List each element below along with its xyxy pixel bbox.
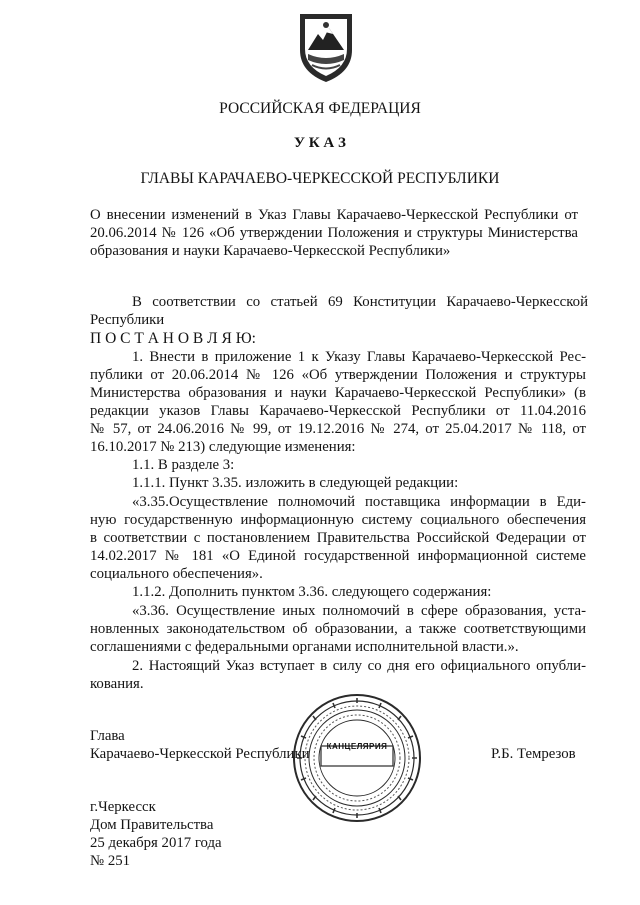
country-heading: РОССИЙСКАЯ ФЕДЕРАЦИЯ [219,100,421,117]
issue-date: 25 декабря 2017 года [90,835,222,851]
signatory-name: Р.Б. Темрезов [491,746,576,762]
seal-label: КАНЦЕЛЯРИЯ [326,742,388,751]
item-1-line: 16.10.2017 № 213) следующие изменения: [90,439,356,455]
quote-line: «3.36. Осуществление иных полномочий в сфере образования, уста- [132,603,586,619]
subject-line: образования и науки Карачаево-Черкесской Республики» [90,243,451,259]
official-seal-icon [291,692,423,824]
signatory-title: Карачаево-Черкесской Республики [90,746,310,762]
issuing-authority: ГЛАВЫ КАРАЧАЕВО-ЧЕРКЕССКОЙ РЕСПУБЛИКИ [140,170,500,187]
quote-line: «3.35.Осуществление полномочий поставщика информации в Еди- [132,494,586,510]
signatory-title: Глава [90,728,125,744]
quote-line: социального обеспечения». [90,566,263,582]
item-2-line: 2. Настоящий Указ вступает в силу со дня его официального опубли- [132,658,586,674]
item-1-line: № 57, от 24.06.2016 № 99, от 19.12.2016 № 274, от 25.04.2017 № 118, от [90,421,586,437]
quote-line: 14.02.2017 № 181 «О Единой государственной информационной системе [90,548,586,564]
quote-line: ную государственную информационную систему социального обеспечения [90,512,586,528]
issue-building: Дом Правительства [90,817,214,833]
decree-word: П О С Т А Н О В Л Я Ю: [90,330,256,347]
quote-line: соглашениями с федеральными органами исполнительной власти.». [90,639,519,655]
quote-line: новленных законодательством об образовании, а также соответствующими [90,621,586,637]
decree-number: № 251 [90,853,131,869]
quote-line: в соответствии с постановлением Правительства Российской Федерации от [90,530,586,546]
item-1-1: 1.1. В разделе 3: [132,457,235,473]
subject-line: 20.06.2014 № 126 «Об утверждении Положения и структуры Министерства [90,225,578,241]
document-type: У К А З [294,135,346,151]
preamble-line: Республики [90,312,165,328]
item-1-line: 1. Внести в приложение 1 к Указу Главы Карачаево-Черкесской Рес- [132,349,586,365]
item-1-line: публики от 20.06.2014 № 126 «Об утверждении Положения и структуры [90,367,586,383]
issue-city: г.Черкесск [90,799,156,815]
preamble-line: В соответствии со статьей 69 Конституции Карачаево-Черкесской [132,294,588,310]
item-2-line: кования. [90,676,144,692]
coat-of-arms-icon [296,10,356,84]
subject-line: О внесении изменений в Указ Главы Карачаево-Черкесской Республики от [90,207,578,223]
item-1-1-2: 1.1.2. Дополнить пунктом 3.36. следующего содержания: [132,584,492,600]
item-1-line: редакции указов Главы Карачаево-Черкесской Республики от 11.04.2016 [90,403,586,419]
item-1-line: Министерства образования и науки Карачаево-Черкесской Республики» (в [90,385,586,401]
item-1-1-1: 1.1.1. Пункт 3.35. изложить в следующей редакции: [132,475,459,491]
